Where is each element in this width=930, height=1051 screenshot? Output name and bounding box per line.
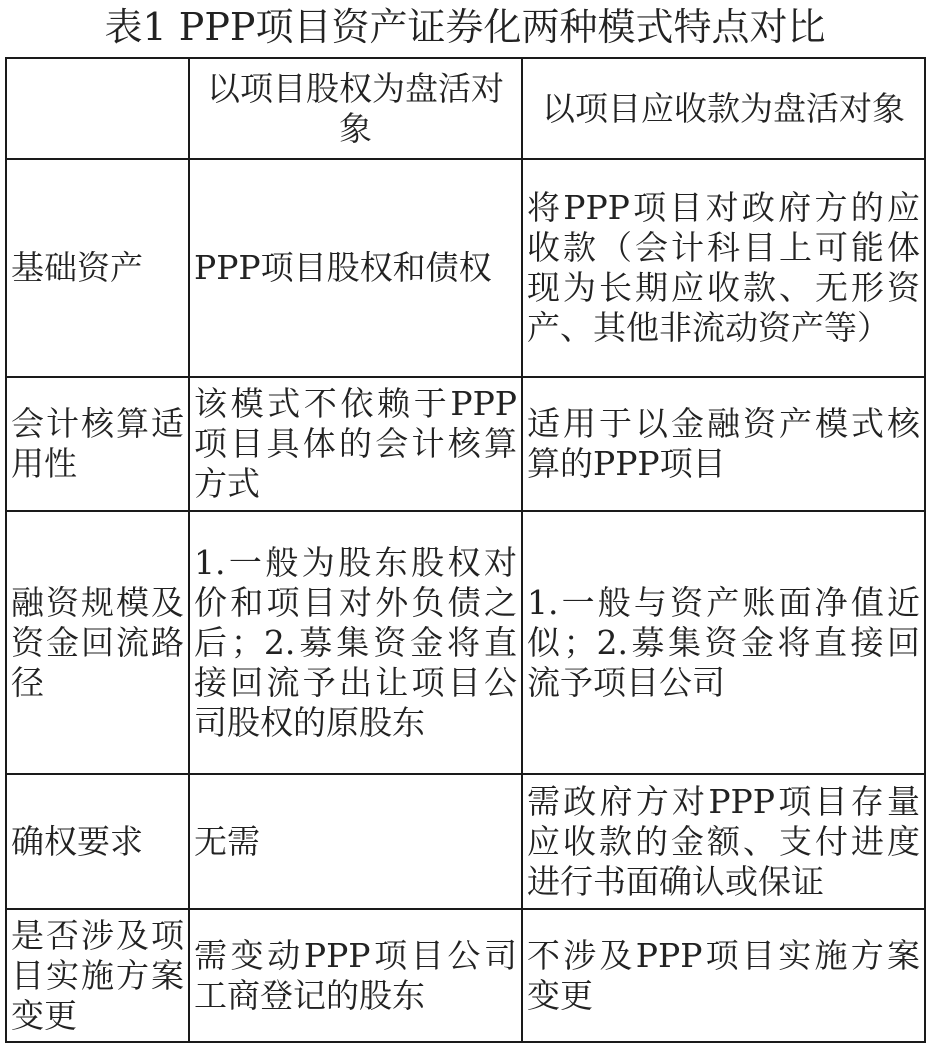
equity-cell: 该模式不依赖于PPP项目具体的会计核算方式 [189,377,522,511]
receivables-cell: 需政府方对PPP项目存量应收款的金额、支付进度进行书面确认或保证 [522,774,925,909]
equity-cell: 1.一般为股东股权对价和项目对外负债之后；2.募集资金将直接回流予出让项目公司股权的原股东 [189,511,522,774]
equity-cell: PPP项目股权和债权 [189,159,522,377]
table-row [6,377,925,511]
row-label: 是否涉及项目实施方案变更 [6,909,189,1042]
receivables-cell: 适用于以金融资产模式核算的PPP项目 [522,377,925,511]
receivables-cell: 将PPP项目对政府方的应收款（会计科目上可能体现为长期应收款、无形资产、其他非流动资产等） [522,159,925,377]
row-label: 会计核算适用性 [6,377,189,511]
table-row [6,774,925,909]
header-cell-equity: 以项目股权为盘活对象 [189,58,522,159]
equity-cell: 需变动PPP项目公司工商登记的股东 [189,909,522,1042]
equity-cell: 无需 [189,774,522,909]
table-row [6,511,925,774]
table-row [6,909,925,1042]
comparison-table [5,57,926,1043]
row-label: 确权要求 [6,774,189,909]
table-title: 表1 PPP项目资产证券化两种模式特点对比 [104,5,826,49]
receivables-cell: 不涉及PPP项目实施方案变更 [522,909,925,1042]
row-label: 基础资产 [6,159,189,377]
row-label: 融资规模及资金回流路径 [6,511,189,774]
table-row [6,159,925,377]
receivables-cell: 1.一般与资产账面净值近似；2.募集资金将直接回流予项目公司 [522,511,925,774]
header-cell-receivables: 以项目应收款为盘活对象 [522,58,925,159]
table-header-row [6,58,925,159]
header-cell-empty [6,58,189,159]
